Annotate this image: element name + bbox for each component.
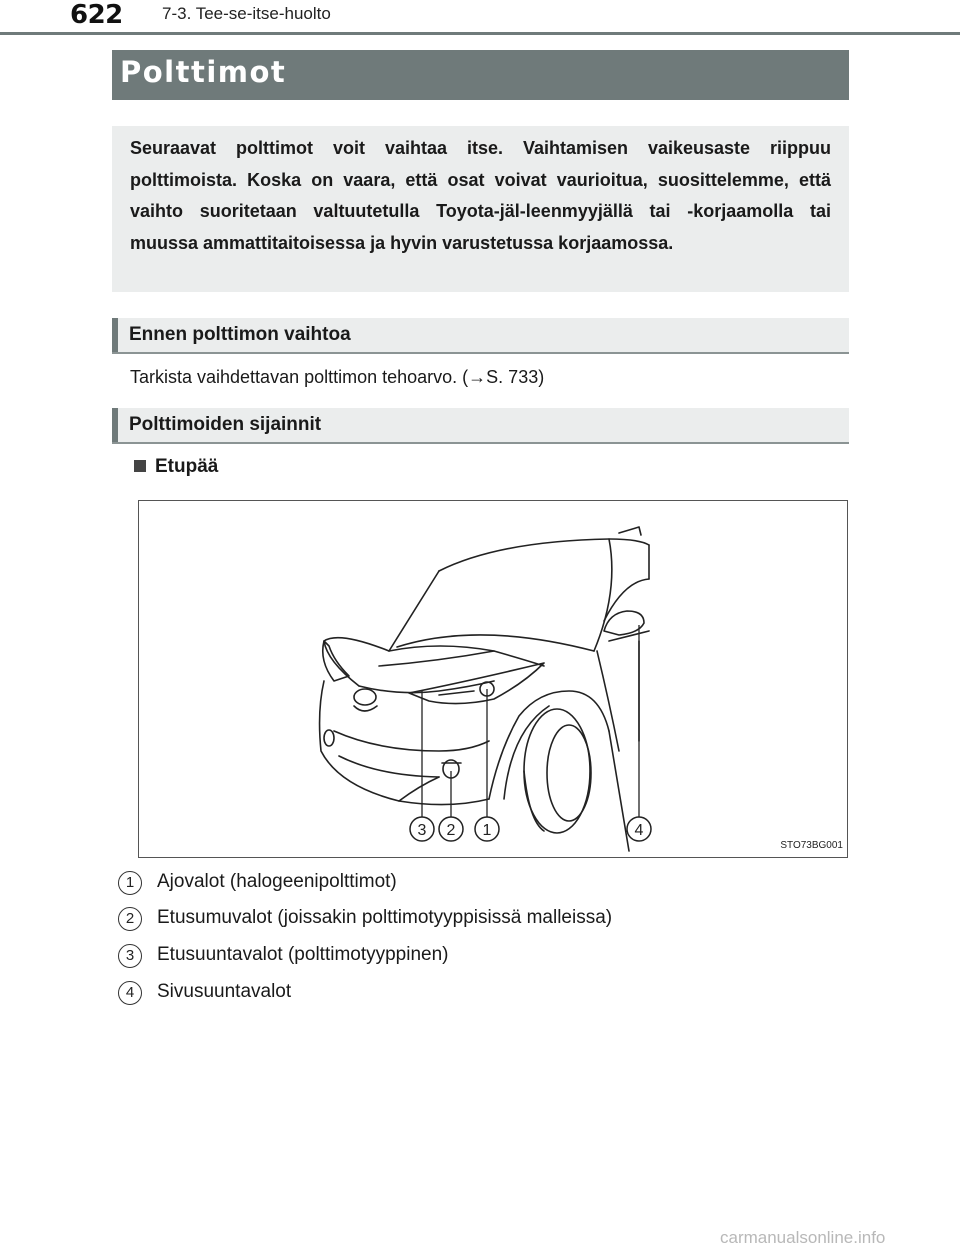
chapter-label: 7-3. Tee-se-itse-huolto [162, 4, 331, 23]
legend-label: Etusuuntavalot (polttimotyyppinen) [157, 944, 449, 965]
square-bullet-icon [134, 460, 146, 472]
legend-label: Ajovalot (halogeenipolttimot) [157, 871, 397, 892]
wattage-instruction: Tarkista vaihdettavan polttimon tehoarvo. (→S. 733) [130, 367, 545, 387]
subheading-bulb-locations-label: Polttimoiden sijainnit [129, 414, 322, 435]
section-title: Polttimot [120, 55, 287, 89]
section-title-banner [112, 50, 849, 100]
legend-item [118, 905, 818, 935]
intro-box [112, 126, 849, 292]
header-rule [0, 32, 960, 35]
front-end-label: Etupää [155, 456, 219, 477]
car-front-illustration [139, 501, 849, 859]
figure-code: STO73BG001 [780, 840, 843, 851]
legend-number-icon: 4 [118, 981, 142, 1005]
legend-number-icon: 1 [118, 871, 142, 895]
callout-label-1: 1 [482, 822, 492, 839]
callout-label-2: 2 [446, 822, 456, 839]
callout-label-4: 4 [634, 822, 644, 839]
subheading-before-replacing [112, 318, 849, 354]
legend-label: Etusumuvalot (joissakin polttimotyyppisissä malleissa) [157, 907, 613, 928]
watermark: carmanualsonline.info [720, 1228, 886, 1247]
subheading-bulb-locations [112, 408, 849, 444]
subheading-before-replacing-label: Ennen polttimon vaihtoa [129, 324, 351, 345]
legend-number-icon: 2 [118, 907, 142, 931]
callout-label-3: 3 [417, 822, 427, 839]
legend-item [118, 942, 818, 972]
intro-text: Seuraavat polttimot voit vaihtaa itse. Vaihtamisen vaikeusaste riippuu polttimoista. Koska on vaara, että osat voivat vaurioitua, suosittelemme, että vaihto suoritetaan valtuutetulla Toyota-jäl-leenmyyjällä tai -korjaamolla tai muussa ammattitaitoisessa ja hyvin varustetussa korjaamossa. [130, 138, 831, 253]
legend-item [118, 979, 818, 1009]
page-header [0, 0, 960, 36]
legend-number-icon: 3 [118, 944, 142, 968]
legend-label: Sivusuuntavalot [157, 981, 292, 1002]
legend-item [118, 869, 818, 899]
page-number: 622 [70, 0, 123, 30]
front-bulb-figure [138, 500, 848, 858]
